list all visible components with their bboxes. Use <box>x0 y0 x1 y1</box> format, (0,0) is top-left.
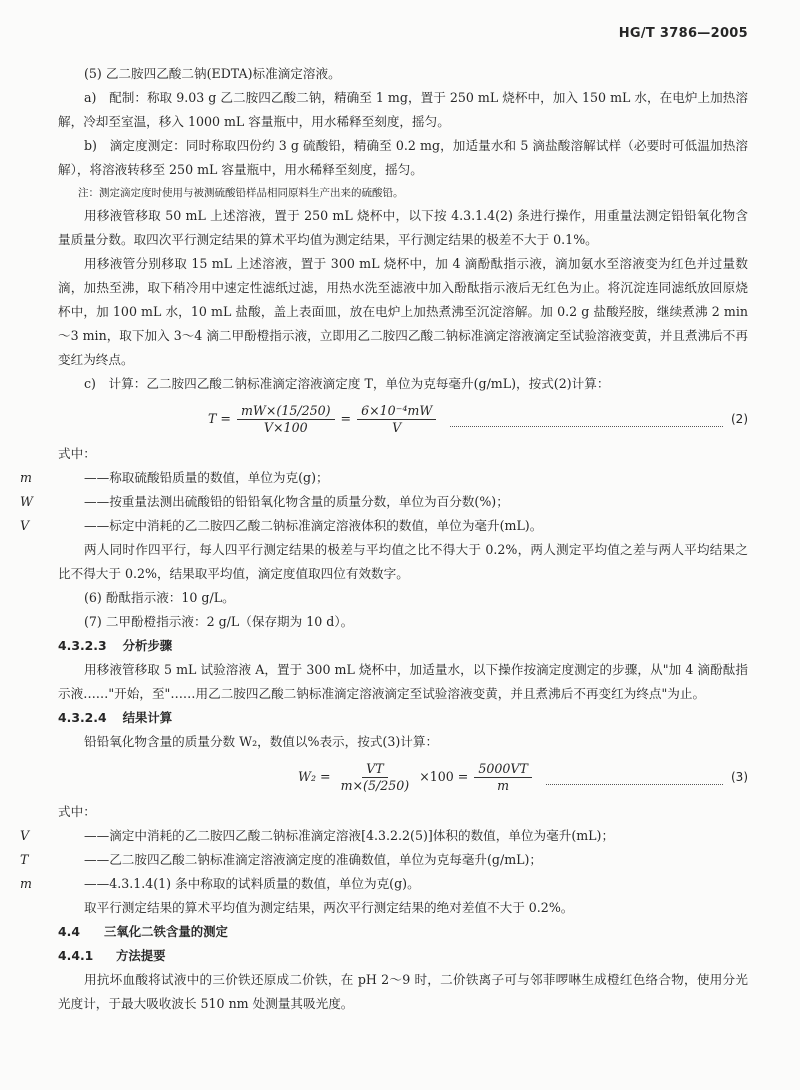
formula-2-fraction-1 <box>237 403 335 436</box>
formula-3-number: (3) <box>731 770 748 784</box>
formula-3-numerator-2: 5000VT <box>474 761 532 778</box>
section-number: 4.4.1 <box>58 948 94 963</box>
formula-3-lhs: W₂ = <box>298 769 331 784</box>
formula-3-fraction-1 <box>337 761 414 794</box>
item-7: (7) 二甲酚橙指示液：2 g/L（保存期为 10 d）。 <box>84 614 354 629</box>
symbol-definition: ——滴定中消耗的乙二胺四乙酸二钠标准滴定溶液[4.3.2.2(5)]体积的数值，单位为毫升(mL)； <box>84 828 615 843</box>
formula-3-fraction-2 <box>474 761 532 794</box>
symbol: m <box>20 876 32 891</box>
where-label-2: 式中： <box>58 804 96 819</box>
paragraph-parallel: 两人同时作四平行，每人四平行测定结果的极差与平均值之比不得大于 0.2%，两人测定平均值之差与两人平均结果之比不得大于 0.2%，结果取平均值，滴定度值取四位有效数字。 <box>58 542 748 581</box>
where-item <box>20 514 748 538</box>
symbol-definition: ——称取硫酸铅质量的数值，单位为克(g)； <box>84 470 329 485</box>
formula-3 <box>58 754 748 800</box>
formula-3-multiplier: ×100 = <box>419 769 469 784</box>
note: 注：测定滴定度时使用与被测硫酸铅样品相同原料生产出来的硫酸铅。 <box>78 187 404 199</box>
section-4-3-2-3-heading <box>58 634 748 658</box>
item-b-titer: b) 滴定度测定：同时称取四份约 3 g 硫酸铅，精确至 0.2 mg，加适量水和 5 滴盐酸溶解试样（必要时可低温加热溶解），将溶液转移至 250 mL 容量瓶中，用水稀释至刻度，摇匀。 <box>58 138 748 177</box>
section-number: 4.3.2.4 <box>58 710 107 725</box>
paragraph-final: 取平行测定结果的算术平均值为测定结果，两次平行测定结果的绝对差值不大于 0.2%。 <box>84 900 574 915</box>
where-item <box>20 466 748 490</box>
section-title: 结果计算 <box>122 710 173 725</box>
formula-2-numerator-1: mW×(15/250) <box>237 403 335 420</box>
section-number: 4.3.2.3 <box>58 638 107 653</box>
formula-2-numerator-2: 6×10⁻⁴mW <box>357 403 436 420</box>
paragraph-procedure: 用移液管移取 5 mL 试验溶液 A，置于 300 mL 烧杯中，加适量水，以下操作按滴定度测定的步骤，从"加 4 滴酚酞指示液……"开始，至"……用乙二胺四乙酸二钠标准滴定溶液滴定至试验溶液变黄，并且煮沸后不再变红为终点"为止。 <box>58 662 748 701</box>
formula-2-denominator-2: V <box>392 419 402 435</box>
symbol: m <box>20 470 32 485</box>
formula-2-number: (2) <box>731 412 748 426</box>
where-item <box>20 848 748 872</box>
where-label-1: 式中： <box>58 446 96 461</box>
where-item <box>20 872 748 896</box>
where-item <box>20 490 748 514</box>
paragraph-titration: 用移液管分别移取 15 mL 上述溶液，置于 300 mL 烧杯中，加 4 滴酚酞指示液，滴加氨水至溶液变为红色并过量数滴，加热至沸，取下稍冷用中速定性滤纸过滤，用热水洗至滤液中加入酚酞指示液后无红色为止。将沉淀连同滤纸放回原烧杯中，加 100 mL 水，10 mL 盐酸，盖上表面皿，放在电炉上加热煮沸至沉淀溶解。加 0.2 g 盐酸羟胺，继续煮沸 2 min～3 min，取下加入 3～4 滴二甲酚橙指示液，立即用乙二胺四乙酸二钠标准滴定溶液滴定至试验溶液变黄，并且煮沸后不再变红为终点。 <box>58 256 748 367</box>
formula-2-fraction-2 <box>357 403 436 436</box>
section-4-4-1-heading <box>58 944 748 968</box>
formula-2-lhs: T = <box>208 411 231 426</box>
formula-3-denominator-2: m <box>497 777 510 793</box>
leader-dots <box>450 412 723 427</box>
symbol: V <box>20 518 30 533</box>
formula-2-denominator-1: V×100 <box>263 419 308 435</box>
formula-2-equals: = <box>340 411 352 426</box>
item-5: (5) 乙二胺四乙酸二钠(EDTA)标准滴定溶液。 <box>84 66 341 81</box>
symbol: T <box>20 852 29 867</box>
page-body <box>20 62 748 1016</box>
formula-3-denominator-1: m×(5/250) <box>340 777 410 793</box>
item-6: (6) 酚酞指示液：10 g/L。 <box>84 590 235 605</box>
standard-code: HG/T 3786—2005 <box>618 26 748 41</box>
item-a-preparation: a) 配制：称取 9.03 g 乙二胺四乙酸二钠，精确至 1 mg，置于 250 mL 烧杯中，加入 150 mL 水，在电炉上加热溶解，冷却至室温，移入 1000 mL 容量瓶中，用水稀释至刻度，摇匀。 <box>58 90 748 129</box>
symbol-definition: ——乙二胺四乙酸二钠标准滴定溶液滴定度的准确数值，单位为克每毫升(g/mL)； <box>84 852 543 867</box>
formula-2 <box>58 396 748 442</box>
section-4-4-heading <box>58 920 748 944</box>
leader-dots <box>546 770 723 785</box>
item-c-calculation: c) 计算：乙二胺四乙酸二钠标准滴定溶液滴定度 T，单位为克每毫升(g/mL)，按式(2)计算： <box>84 376 610 391</box>
symbol: W <box>20 494 33 509</box>
formula-3-numerator-1: VT <box>362 761 388 778</box>
symbol-definition: ——标定中消耗的乙二胺四乙酸二钠标准滴定溶液体积的数值，单位为毫升(mL)。 <box>84 518 543 533</box>
paragraph-result: 铅铅氧化物含量的质量分数 W₂，数值以%表示，按式(3)计算： <box>84 734 439 749</box>
where-item <box>20 824 748 848</box>
section-number: 4.4 <box>58 924 80 939</box>
section-title: 分析步骤 <box>122 638 173 653</box>
section-title: 三氧化二铁含量的测定 <box>104 924 228 939</box>
section-4-3-2-4-heading <box>58 706 748 730</box>
paragraph-method-summary: 用抗坏血酸将试液中的三价铁还原成二价铁，在 pH 2～9 时，二价铁离子可与邻菲啰啉生成橙红色络合物，使用分光光度计，于最大吸收波长 510 nm 处测量其吸光度。 <box>58 972 748 1011</box>
section-title: 方法提要 <box>116 948 166 963</box>
symbol: V <box>20 828 30 843</box>
paragraph-gravimetric: 用移液管移取 50 mL 上述溶液，置于 250 mL 烧杯中，以下按 4.3.1.4(2) 条进行操作，用重量法测定铅铅氧化物含量质量分数。取四次平行测定结果的算术平均值为测定结果，平行测定结果的极差不大于 0.1%。 <box>58 208 748 247</box>
symbol-definition: ——按重量法测出硫酸铅的铅铅氧化物含量的质量分数，单位为百分数(%)； <box>84 494 509 509</box>
symbol-definition: ——4.3.1.4(1) 条中称取的试料质量的数值，单位为克(g)。 <box>84 876 420 891</box>
